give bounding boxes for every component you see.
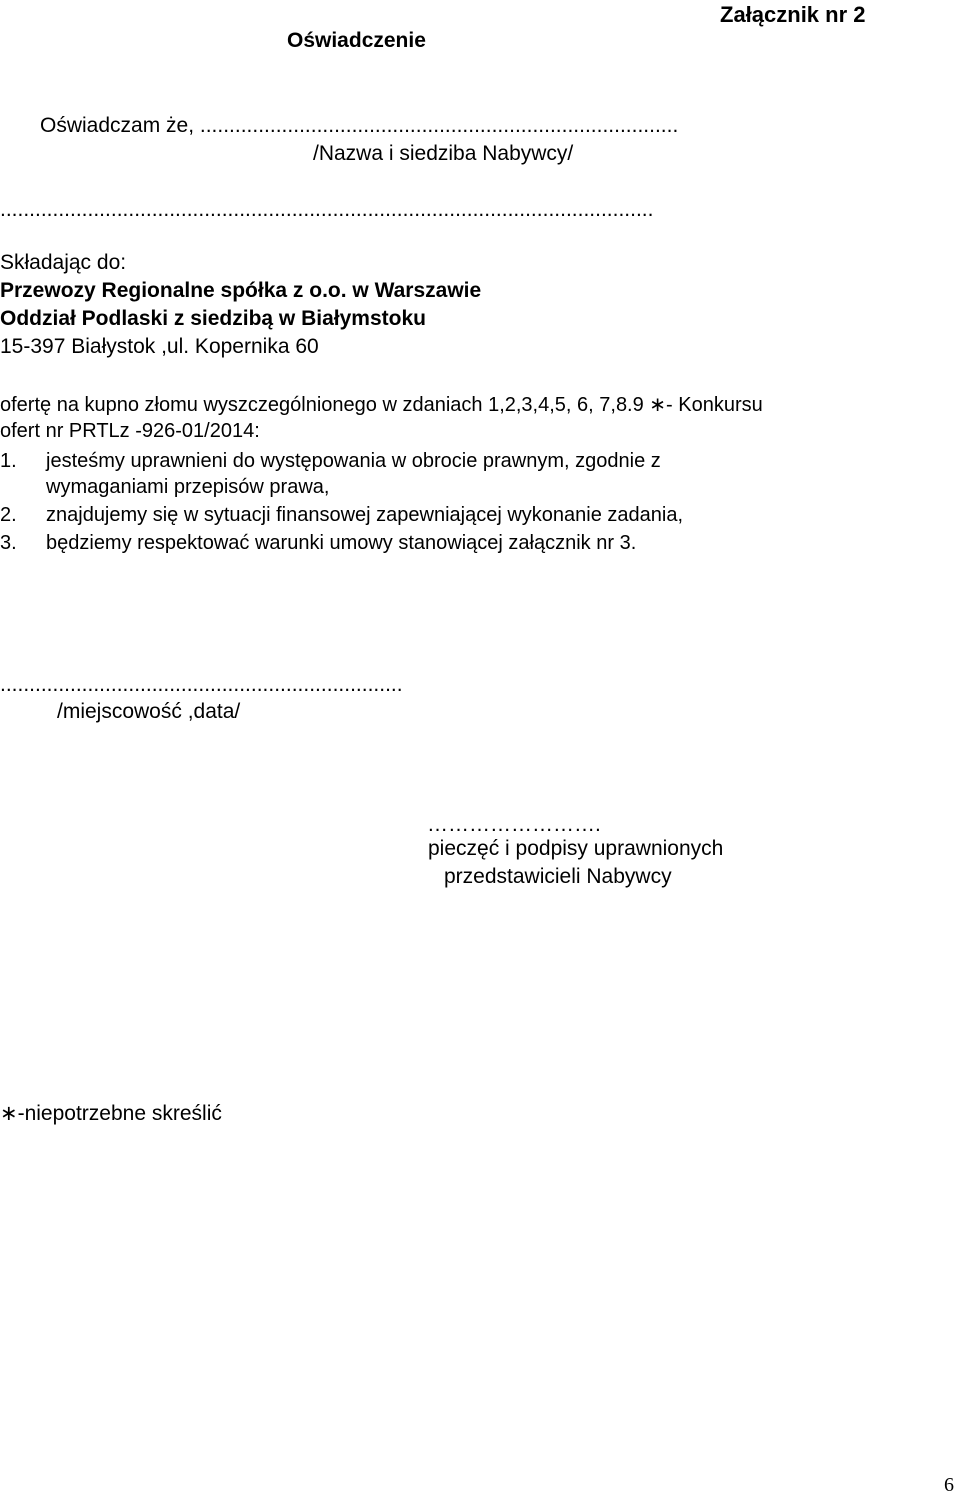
statement-text: znajdujemy się w sytuacji finansowej zapewniającej wykonanie zadania, <box>46 504 684 526</box>
statement-text: będziemy respektować warunki umowy stanowiącej załącznik nr 3. <box>46 532 637 554</box>
signature-caption-2: przedstawicieli Nabywcy <box>444 865 672 888</box>
statement-number: 1. <box>0 450 17 472</box>
document-title: Oświadczenie <box>287 29 426 52</box>
statement-1 <box>0 448 661 474</box>
page-number: 6 <box>944 1474 954 1496</box>
recipient-company: Przewozy Regionalne spółka z o.o. w Warszawie <box>0 279 482 302</box>
place-date-dots: ..................................................................... <box>0 673 403 696</box>
buyer-dotted-line: ................................................................................................................ <box>0 198 654 221</box>
attachment-label: Załącznik nr 2 <box>720 2 866 27</box>
statement-number: 3. <box>0 532 17 554</box>
signature-caption-1: pieczęć i podpisy uprawnionych <box>428 837 724 860</box>
statement-number: 2. <box>0 504 17 526</box>
statement-1-continued: wymaganiami przepisów prawa, <box>46 476 330 498</box>
place-date-caption: /miejscowość ,data/ <box>57 700 241 723</box>
signature-dots: ……………………. <box>427 813 601 836</box>
recipient-intro: Składając do: <box>0 251 127 274</box>
recipient-branch: Oddział Podlaski z siedzibą w Białymstoku <box>0 307 426 330</box>
offer-line-1: ofertę na kupno złomu wyszczególnionego w zdaniach 1,2,3,4,5, 6, 7,8.9 ∗- Konkursu <box>0 394 763 416</box>
offer-line-2: ofert nr PRTLz -926-01/2014: <box>0 420 260 442</box>
statement-text: jesteśmy uprawnieni do występowania w obrocie prawnym, zgodnie z <box>46 450 661 472</box>
statement-2 <box>0 502 683 528</box>
buyer-name-caption: /Nazwa i siedziba Nabywcy/ <box>313 142 574 165</box>
footnote: ∗-niepotrzebne skreślić <box>0 1102 222 1125</box>
recipient-address: 15-397 Białystok ,ul. Kopernika 60 <box>0 335 319 358</box>
declaration-line: Oświadczam że, .................................................................................. <box>40 114 679 137</box>
statement-3 <box>0 530 636 556</box>
